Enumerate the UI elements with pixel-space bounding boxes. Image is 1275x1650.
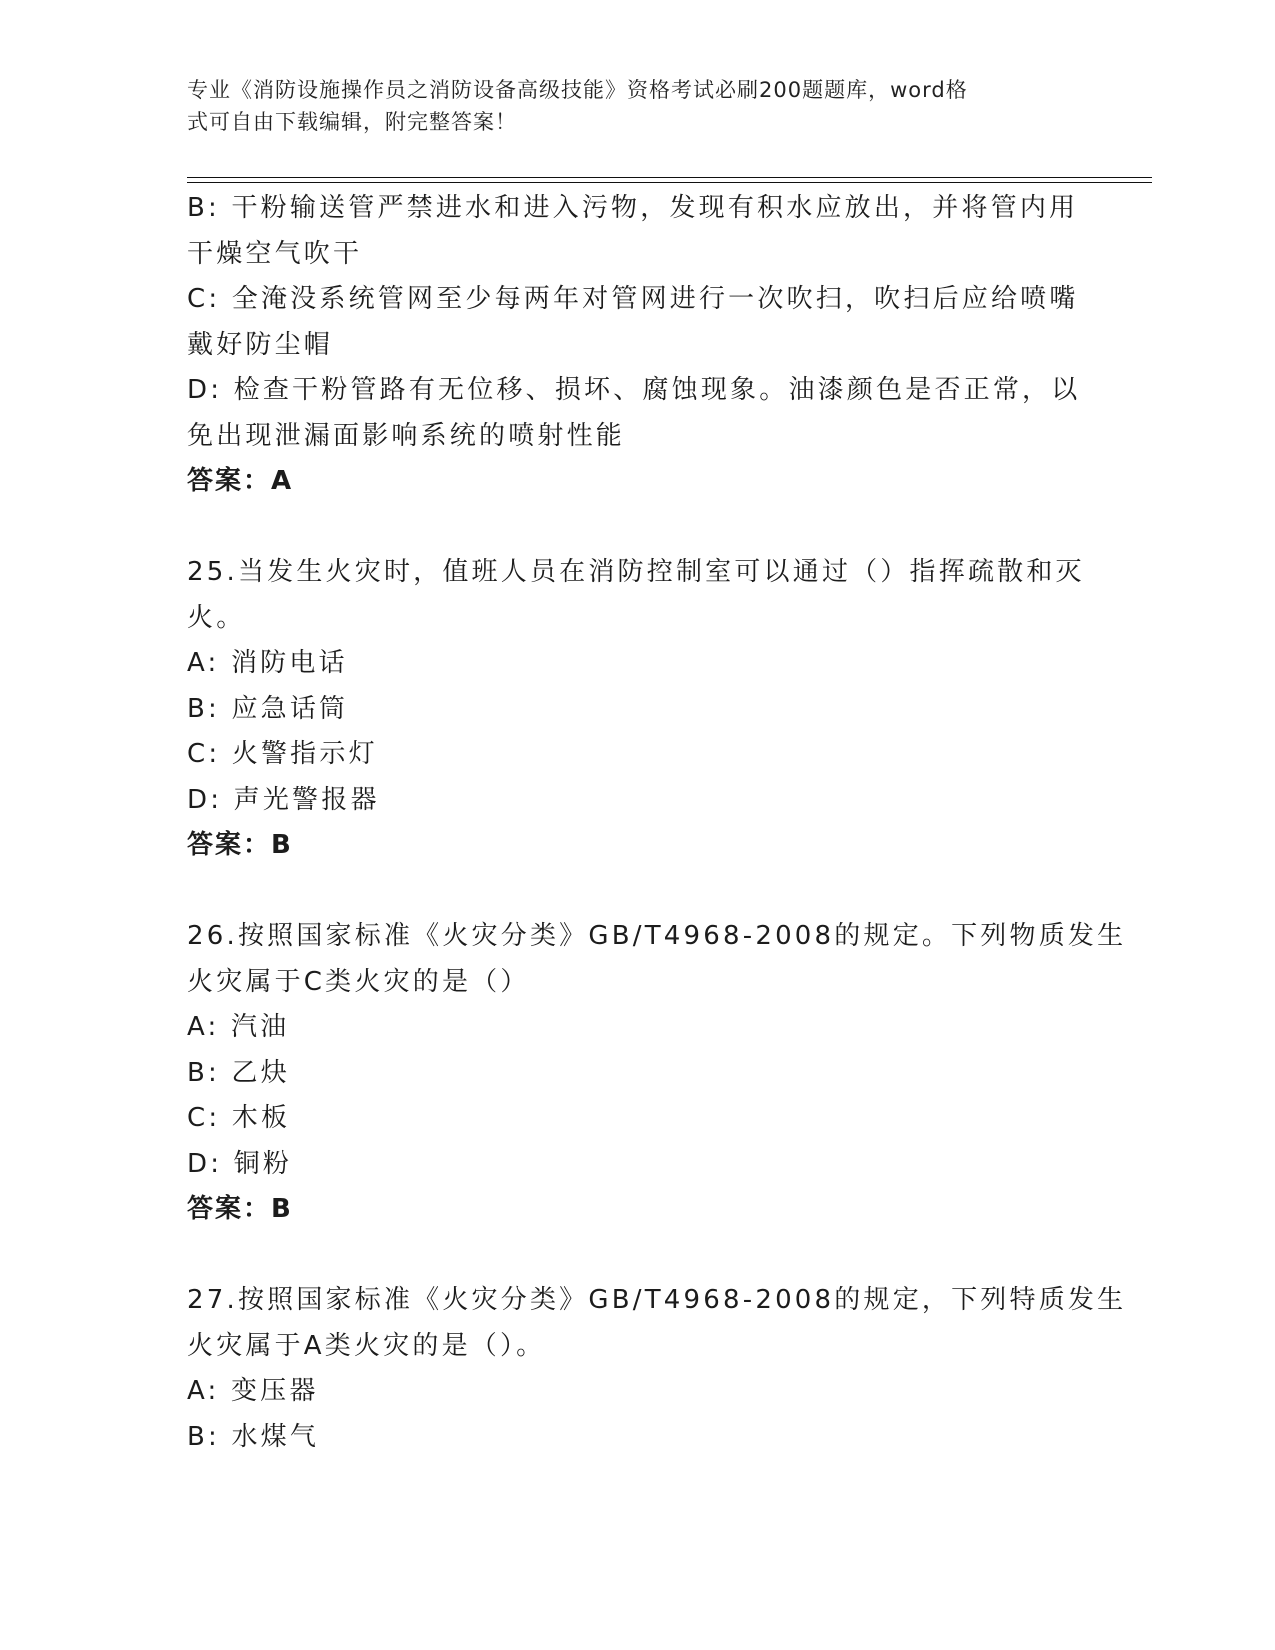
question-stem-line-1: 27.按照国家标准《火灾分类》GB/T4968-2008的规定，下列特质发生 [187,1285,1127,1315]
header-line-2: 式可自由下载编辑，附完整答案！ [187,110,517,134]
question-25 [187,550,1087,869]
question-stem-line-2: 火灾属于C类火灾的是（） [187,966,530,997]
option-b-line-1: B: 干粉输送管严禁进水和进入污物，发现有积水应放出，并将管内用 [187,193,1079,223]
question-26 [187,914,1127,1233]
option-d: D: 铜粉 [187,1148,293,1179]
question-stem-line-1: 25.当发生火灾时，值班人员在消防控制室可以通过（）指挥疏散和灭 [187,557,1085,587]
question-stem-line-1: 26.按照国家标准《火灾分类》GB/T4968-2008的规定。下列物质发生 [187,921,1127,951]
spacer [187,1233,1087,1279]
option-a: A: 变压器 [187,1376,319,1406]
option-b: B: 应急话筒 [187,693,349,724]
question-stem-line-2: 火灾属于A类火灾的是（）。 [187,1330,546,1361]
option-a: A: 汽油 [187,1012,290,1042]
answer: 答案：B [187,830,293,860]
option-c-line-2: 戴好防尘帽 [187,329,334,360]
spacer [187,505,1087,551]
option-b-line-2: 干燥空气吹干 [187,238,363,269]
option-d-line-2: 免出现泄漏面影响系统的喷射性能 [187,420,626,451]
option-b: B: 水煤气 [187,1421,320,1452]
document-header [187,74,1067,138]
question-27 [187,1278,1127,1460]
option-b: B: 乙炔 [187,1057,290,1088]
continued-question [187,186,1087,505]
question-content [187,186,1127,1460]
option-a: A: 消防电话 [187,648,348,678]
answer: 答案：B [187,1194,293,1224]
option-d: D: 声光警报器 [187,784,380,815]
header-divider-bottom [187,182,1152,183]
header-line-1: 专业《消防设施操作员之消防设备高级技能》资格考试必刷200题题库，word格 [187,78,968,102]
question-stem-line-2: 火。 [187,602,246,633]
option-c: C: 火警指示灯 [187,739,378,769]
answer: 答案：A [187,466,294,496]
option-c-line-1: C: 全淹没系统管网至少每两年对管网进行一次吹扫，吹扫后应给喷嘴 [187,284,1079,314]
option-d-line-1: D: 检查干粉管路有无位移、损坏、腐蚀现象。油漆颜色是否正常，以 [187,375,1081,405]
spacer [187,869,1087,915]
header-divider-top [187,177,1152,178]
option-c: C: 木板 [187,1103,291,1133]
